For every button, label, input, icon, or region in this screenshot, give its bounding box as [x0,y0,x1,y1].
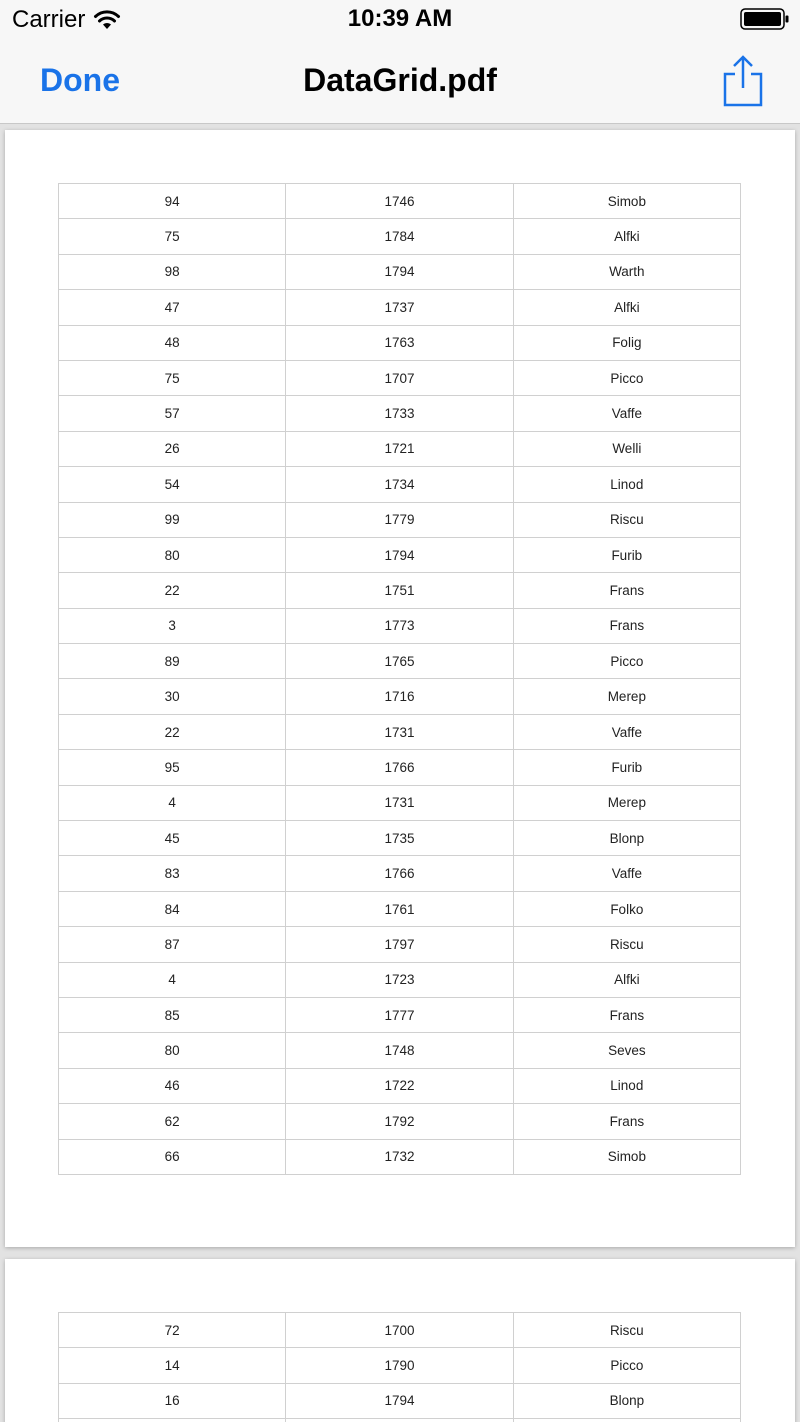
table-row [59,1068,741,1103]
pdf-page-1 [5,130,795,1247]
cell-number: 99 [59,502,286,537]
done-button[interactable]: Done [40,62,120,98]
table-row [59,785,741,820]
cell-code: Vaffe [513,714,740,749]
cell-code: Blonp [513,821,740,856]
cell-code: Folko [513,891,740,926]
cell-year: 1766 [286,856,513,891]
cell-year: 1797 [286,927,513,962]
cell-code: Frans [513,573,740,608]
cell-code: Merep [513,679,740,714]
cell-code: Frans [513,997,740,1032]
cell-code: Picco [513,360,740,395]
table-row [59,325,741,360]
table-row [59,1033,741,1068]
cell-number: 22 [59,573,286,608]
cell-code: Blonp [513,1383,740,1418]
cell-code: Alfki [513,962,740,997]
cell-year: 1794 [286,1383,513,1418]
table-row [59,573,741,608]
cell-number: 4 [59,962,286,997]
battery-icon [740,8,790,30]
cell-code: Riscu [513,1313,740,1348]
cell-year: 1733 [286,396,513,431]
cell-number: 87 [59,927,286,962]
cell-number: 95 [59,750,286,785]
cell-year: 1784 [286,219,513,254]
cell-number: 84 [59,891,286,926]
cell-year: 1731 [286,785,513,820]
cell-number: 94 [59,184,286,219]
table-row [59,1348,741,1383]
cell-year: 1777 [286,997,513,1032]
table-row [59,714,741,749]
table-row [59,290,741,325]
table-row [59,431,741,466]
cell-number: 3 [59,608,286,643]
cell-number: 75 [59,360,286,395]
cell-year: 1794 [286,254,513,289]
table-row [59,927,741,962]
document-title: DataGrid.pdf [303,62,497,98]
table-row [59,644,741,679]
cell-year: 1732 [286,1139,513,1174]
cell-number: 72 [59,1313,286,1348]
table-row [59,750,741,785]
cell-year: 1746 [286,184,513,219]
status-bar [0,0,800,40]
cell-code: Simob [513,1139,740,1174]
cell-code: Merep [513,785,740,820]
cell-code: Alfki [513,290,740,325]
cell-year: 1751 [286,573,513,608]
cell-year: 1735 [286,821,513,856]
cell-number: 80 [59,537,286,572]
data-grid-table [58,1312,741,1422]
cell-number: 83 [59,856,286,891]
cell-number: 4 [59,785,286,820]
cell-code: Riscu [513,927,740,962]
cell-year: 1734 [286,467,513,502]
table-row [59,396,741,431]
cell-year: 1748 [286,1033,513,1068]
cell-year: 1763 [286,325,513,360]
cell-code: Welli [513,431,740,466]
cell-year: 1737 [286,290,513,325]
share-icon[interactable] [722,54,764,108]
table-row [59,821,741,856]
table-row [59,184,741,219]
cell-number: 57 [59,396,286,431]
cell-year: 1723 [286,962,513,997]
table-row [59,962,741,997]
cell-number: 30 [59,679,286,714]
table-row [59,537,741,572]
cell-year: 1766 [286,750,513,785]
cell-number: 75 [59,219,286,254]
pdf-page-2 [5,1259,795,1422]
cell-code: Vaffe [513,856,740,891]
cell-number: 26 [59,431,286,466]
table-row [59,219,741,254]
cell-year: 1761 [286,891,513,926]
cell-code: Picco [513,1348,740,1383]
carrier-label: Carrier [12,6,86,33]
cell-year: 1790 [286,1348,513,1383]
cell-year: 1707 [286,360,513,395]
cell-number: 80 [59,1033,286,1068]
data-grid-table [58,183,741,1175]
cell-number: 22 [59,714,286,749]
table-row [59,1313,741,1348]
table-row [59,856,741,891]
cell-code: Furib [513,750,740,785]
table-row [59,1104,741,1139]
table-row [59,1139,741,1174]
table-row [59,502,741,537]
table-row [59,1383,741,1418]
cell-code: Folig [513,325,740,360]
cell-number: 16 [59,1383,286,1418]
cell-number: 98 [59,254,286,289]
cell-code: Linod [513,1068,740,1103]
cell-number: 47 [59,290,286,325]
cell-code: Picco [513,644,740,679]
cell-year: 1779 [286,502,513,537]
status-time: 10:39 AM [347,5,453,32]
cell-number: 45 [59,821,286,856]
cell-code: Frans [513,608,740,643]
table-row [59,467,741,502]
cell-year: 1792 [286,1104,513,1139]
cell-year: 1773 [286,608,513,643]
cell-year: 1722 [286,1068,513,1103]
cell-number: 85 [59,997,286,1032]
cell-number: 54 [59,467,286,502]
cell-code: Frans [513,1104,740,1139]
table-row [59,254,741,289]
table-row [59,360,741,395]
cell-code: Seves [513,1033,740,1068]
cell-number: 62 [59,1104,286,1139]
table-row [59,679,741,714]
cell-year: 1731 [286,714,513,749]
cell-number: 46 [59,1068,286,1103]
cell-number: 89 [59,644,286,679]
cell-code: Simob [513,184,740,219]
table-row [59,608,741,643]
cell-code: Linod [513,467,740,502]
cell-year: 1765 [286,644,513,679]
cell-number: 48 [59,325,286,360]
cell-code: Furib [513,537,740,572]
cell-code: Warth [513,254,740,289]
cell-year: 1721 [286,431,513,466]
navigation-bar [0,40,800,124]
cell-number: 66 [59,1139,286,1174]
cell-code: Riscu [513,502,740,537]
table-row [59,997,741,1032]
cell-year: 1794 [286,537,513,572]
cell-year: 1700 [286,1313,513,1348]
pdf-viewer[interactable] [0,125,800,1422]
cell-code: Alfki [513,219,740,254]
cell-number: 14 [59,1348,286,1383]
cell-year: 1716 [286,679,513,714]
cell-code: Vaffe [513,396,740,431]
table-row [59,891,741,926]
